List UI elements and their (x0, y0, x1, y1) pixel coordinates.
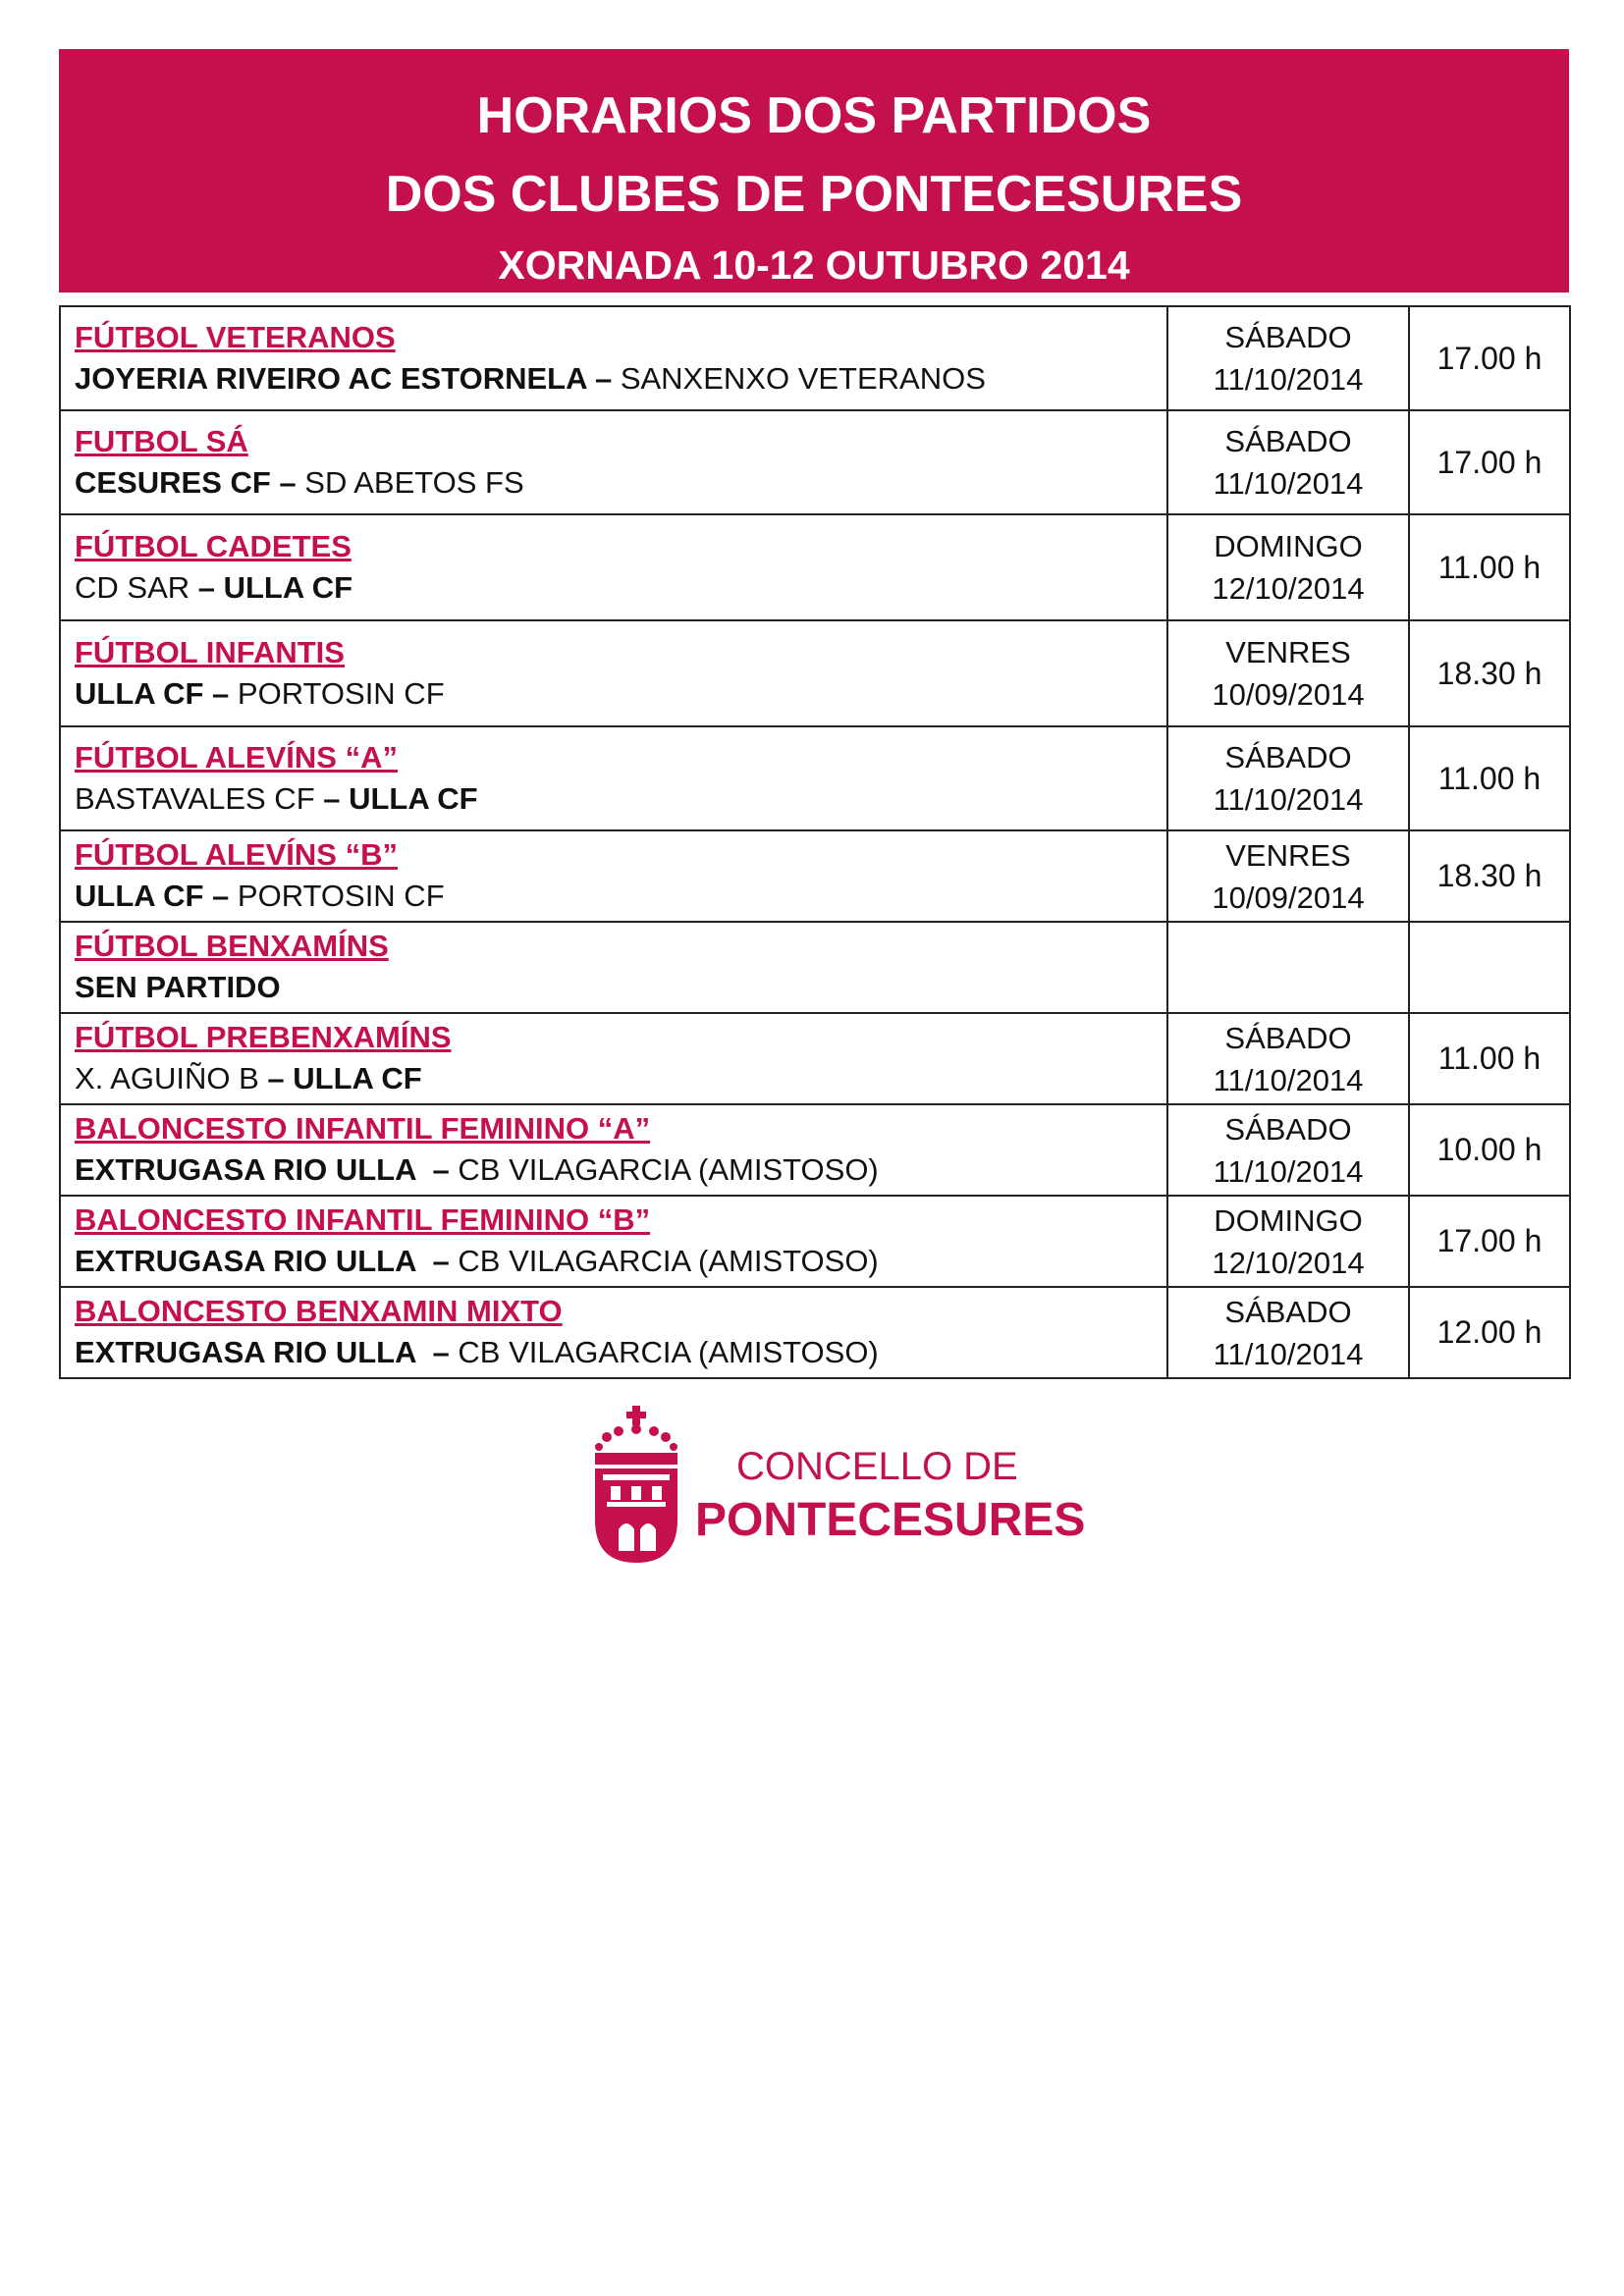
team-text: CESURES CF – (75, 464, 305, 500)
team-text: SANXENXO VETERANOS (620, 360, 986, 396)
date-cell (1167, 1104, 1409, 1196)
day-label: DOMINGO (1214, 1202, 1363, 1238)
teams-line (75, 1241, 1153, 1282)
category-label: BALONCESTO BENXAMIN MIXTO (75, 1294, 563, 1328)
time-cell: 17.00 h (1409, 410, 1570, 514)
date-cell (1167, 726, 1409, 830)
schedule-row (60, 410, 1570, 514)
teams-line (75, 358, 1153, 400)
date-label: 12/10/2014 (1212, 1245, 1365, 1280)
header-banner (59, 49, 1569, 293)
match-cell (60, 726, 1167, 830)
teams-line (75, 673, 1153, 715)
team-text: SEN PARTIDO (75, 970, 281, 1004)
match-cell (60, 830, 1167, 922)
schedule-row (60, 306, 1570, 410)
date-label: 11/10/2014 (1213, 1153, 1364, 1189)
team-text: SD ABETOS FS (304, 464, 524, 500)
date-label: 11/10/2014 (1213, 362, 1364, 397)
time-cell (1409, 922, 1570, 1013)
match-cell (60, 514, 1167, 620)
category-label: FÚTBOL ALEVÍNS “A” (75, 739, 398, 774)
team-text: ULLA CF – (75, 675, 238, 711)
match-cell (60, 306, 1167, 410)
day-label: VENRES (1225, 837, 1351, 873)
schedule-row (60, 1196, 1570, 1287)
day-label: SÁBADO (1224, 1111, 1352, 1147)
category-label: FÚTBOL ALEVÍNS “B” (75, 837, 398, 872)
date-cell (1167, 514, 1409, 620)
day-label: SÁBADO (1224, 1020, 1352, 1055)
header-date-range: XORNADA 10-12 OUTUBRO 2014 (498, 242, 1130, 288)
team-text: CB VILAGARCIA (AMISTOSO) (458, 1244, 879, 1278)
category-label: FÚTBOL PREBENXAMÍNS (75, 1020, 452, 1054)
day-label: DOMINGO (1214, 529, 1363, 563)
time-cell: 10.00 h (1409, 1104, 1570, 1196)
team-text: EXTRUGASA RIO ULLA – (75, 1152, 459, 1187)
team-text: – ULLA CF (323, 780, 478, 816)
time-cell: 11.00 h (1409, 1013, 1570, 1104)
concello-logo (589, 1404, 1086, 1566)
match-cell (60, 620, 1167, 726)
teams-line (75, 1058, 1153, 1099)
schedule-row (60, 1013, 1570, 1104)
date-cell (1167, 1196, 1409, 1287)
day-label: SÁBADO (1224, 740, 1352, 774)
match-cell (60, 1104, 1167, 1196)
date-label: 12/10/2014 (1212, 571, 1365, 606)
date-label: 10/09/2014 (1212, 677, 1365, 712)
team-text: X. AGUIÑO B (75, 1061, 268, 1095)
header-subtitle: DOS CLUBES DE PONTECESURES (385, 166, 1243, 223)
schedule-row (60, 514, 1570, 620)
schedule-row (60, 1104, 1570, 1196)
match-cell (60, 410, 1167, 514)
date-cell (1167, 1287, 1409, 1378)
schedule-row (60, 620, 1570, 726)
day-label: SÁBADO (1224, 1294, 1352, 1329)
team-text: ULLA CF – (75, 879, 238, 913)
coat-of-arms-icon (589, 1404, 683, 1566)
match-cell (60, 922, 1167, 1013)
match-cell (60, 1013, 1167, 1104)
date-cell (1167, 410, 1409, 514)
date-cell (1167, 306, 1409, 410)
date-label: 11/10/2014 (1213, 1062, 1364, 1097)
date-cell (1167, 830, 1409, 922)
team-text: CB VILAGARCIA (AMISTOSO) (458, 1335, 879, 1369)
schedule-body (60, 306, 1570, 1378)
category-label: FÚTBOL CADETES (75, 528, 352, 563)
teams-line (75, 462, 1153, 504)
header-title: HORARIOS DOS PARTIDOS (476, 87, 1152, 144)
schedule-row (60, 922, 1570, 1013)
schedule-row (60, 1287, 1570, 1378)
date-label: 11/10/2014 (1213, 782, 1364, 817)
time-cell: 11.00 h (1409, 514, 1570, 620)
date-cell (1167, 1013, 1409, 1104)
date-label: 10/09/2014 (1212, 880, 1365, 915)
date-cell (1167, 922, 1409, 1013)
time-cell: 12.00 h (1409, 1287, 1570, 1378)
schedule-row (60, 830, 1570, 922)
match-cell (60, 1196, 1167, 1287)
day-label: SÁBADO (1224, 320, 1352, 354)
team-text: CD SAR (75, 569, 198, 605)
team-text: PORTOSIN CF (237, 675, 445, 711)
team-text: JOYERIA RIVEIRO AC ESTORNELA – (75, 360, 621, 396)
team-text: CB VILAGARCIA (AMISTOSO) (458, 1152, 879, 1187)
time-cell: 18.30 h (1409, 620, 1570, 726)
team-text: EXTRUGASA RIO ULLA – (75, 1244, 459, 1278)
time-cell: 17.00 h (1409, 1196, 1570, 1287)
date-label: 11/10/2014 (1213, 1336, 1364, 1371)
team-text: – ULLA CF (197, 569, 353, 605)
logo-text-concello: CONCELLO DE (736, 1445, 1018, 1488)
time-cell: 17.00 h (1409, 306, 1570, 410)
team-text: PORTOSIN CF (237, 879, 445, 913)
team-text: BASTAVALES CF (75, 780, 324, 816)
teams-line (75, 567, 1153, 609)
teams-line (75, 1149, 1153, 1191)
match-cell (60, 1287, 1167, 1378)
category-label: FÚTBOL BENXAMÍNS (75, 929, 389, 963)
category-label: BALONCESTO INFANTIL FEMININO “A” (75, 1111, 651, 1146)
category-label: BALONCESTO INFANTIL FEMININO “B” (75, 1202, 651, 1237)
schedule-table (59, 305, 1571, 1379)
day-label: VENRES (1225, 635, 1351, 669)
category-label: FUTBOL SÁ (75, 423, 248, 458)
date-cell (1167, 620, 1409, 726)
day-label: SÁBADO (1224, 424, 1352, 458)
teams-line (75, 778, 1153, 820)
category-label: FÚTBOL INFANTIS (75, 634, 345, 669)
teams-line (75, 967, 1153, 1008)
time-cell: 11.00 h (1409, 726, 1570, 830)
category-label: FÚTBOL VETERANOS (75, 319, 396, 354)
teams-line (75, 1332, 1153, 1373)
team-text: – ULLA CF (267, 1061, 422, 1095)
logo-text-pontecesures: PONTECESURES (695, 1494, 1086, 1546)
team-text: EXTRUGASA RIO ULLA – (75, 1335, 459, 1369)
date-label: 11/10/2014 (1213, 466, 1364, 501)
teams-line (75, 876, 1153, 917)
time-cell: 18.30 h (1409, 830, 1570, 922)
schedule-row (60, 726, 1570, 830)
